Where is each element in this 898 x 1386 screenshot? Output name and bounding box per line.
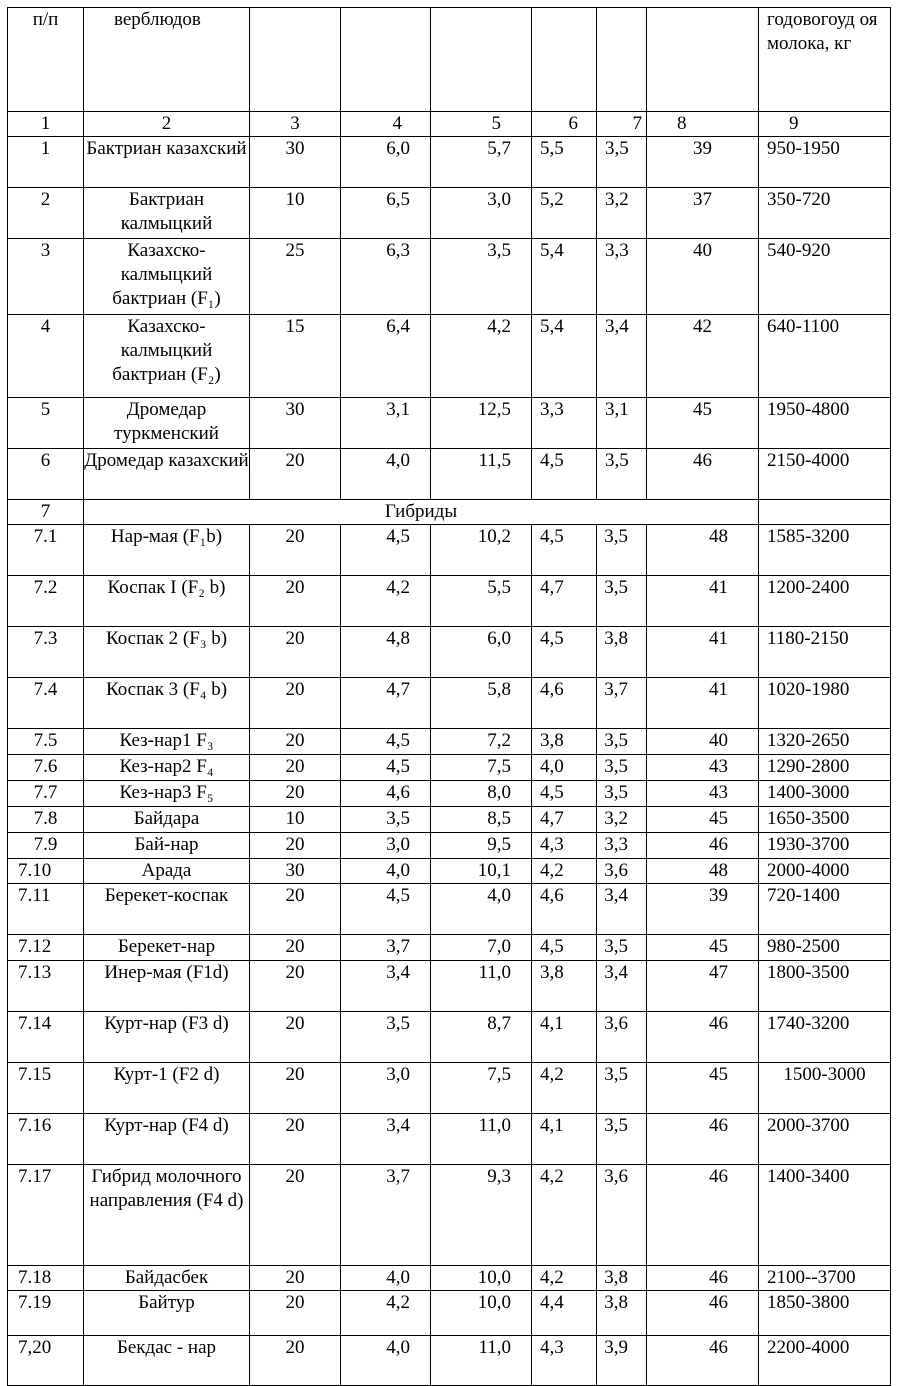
cell-col4: 4,2	[341, 576, 431, 627]
cell-col8: 48	[647, 859, 759, 884]
breed-name: Бекдас - нар	[84, 1336, 250, 1386]
cell-col7: 3,1	[597, 398, 647, 449]
row-number: 2	[8, 188, 84, 239]
cell-col8: 40	[647, 239, 759, 315]
cell-col8: 47	[647, 961, 759, 1012]
cell-col7: 3,5	[597, 1063, 647, 1114]
cell-col5: 10,2	[431, 525, 532, 576]
cell-col5: 9,3	[431, 1165, 532, 1266]
cell-col5: 5,5	[431, 576, 532, 627]
table-row	[8, 449, 891, 500]
cell-col5: 7,5	[431, 755, 532, 781]
breed-name: Курт-нар (F4 d)	[84, 1114, 250, 1165]
cell-col6: 5,2	[532, 188, 597, 239]
cell-col3: 25	[250, 239, 341, 315]
cell-col8: 45	[647, 398, 759, 449]
table-row	[8, 239, 891, 315]
breed-name: Казахско-калмыцкий бактриан (F₂)	[84, 315, 250, 398]
cell-col5: 9,5	[431, 833, 532, 859]
breed-name: Коспак 2 (F₃ b)	[84, 627, 250, 678]
cell-col4: 4,0	[341, 1266, 431, 1291]
table-row	[8, 935, 891, 961]
colnum-7: 7	[597, 112, 647, 137]
cell-col3: 20	[250, 1291, 341, 1336]
cell-col4: 4,0	[341, 1336, 431, 1386]
cell-col5: 3,5	[431, 239, 532, 315]
table-row	[8, 859, 891, 884]
row-number: 7.10	[8, 859, 84, 884]
cell-col8: 39	[647, 884, 759, 935]
cell-col8: 40	[647, 729, 759, 755]
cell-col3: 20	[250, 678, 341, 729]
colnum-5: 5	[431, 112, 532, 137]
cell-col4: 3,0	[341, 833, 431, 859]
breed-name: Кез-нар2 F₄	[84, 755, 250, 781]
cell-col6: 4,6	[532, 678, 597, 729]
cell-col6: 4,5	[532, 525, 597, 576]
milk-yield: 2000-3700	[759, 1114, 891, 1165]
cell-col6: 4,1	[532, 1114, 597, 1165]
breed-name: Кез-нар1 F₃	[84, 729, 250, 755]
cell-col4: 3,4	[341, 961, 431, 1012]
milk-yield: 350-720	[759, 188, 891, 239]
breed-name: Берекет-коспак	[84, 884, 250, 935]
milk-yield: 640-1100	[759, 315, 891, 398]
cell-col6: 5,5	[532, 137, 597, 188]
breed-name: Берекет-нар	[84, 935, 250, 961]
header-col4	[341, 8, 431, 112]
colnum-3: 3	[250, 112, 341, 137]
row-number: 3	[8, 239, 84, 315]
milk-yield: 1200-2400	[759, 576, 891, 627]
table-row	[8, 1063, 891, 1114]
row-number: 7.4	[8, 678, 84, 729]
milk-yield: 1930-3700	[759, 833, 891, 859]
cell-col4: 6,0	[341, 137, 431, 188]
milk-yield: 2000-4000	[759, 859, 891, 884]
cell-col8: 37	[647, 188, 759, 239]
milk-yield: 1650-3500	[759, 807, 891, 833]
cell-col8: 42	[647, 315, 759, 398]
breed-name: Арада	[84, 859, 250, 884]
cell-col4: 3,7	[341, 935, 431, 961]
cell-col5: 12,5	[431, 398, 532, 449]
cell-col6: 5,4	[532, 239, 597, 315]
cell-col5: 3,0	[431, 188, 532, 239]
cell-col3: 20	[250, 935, 341, 961]
row-number: 7.3	[8, 627, 84, 678]
cell-col8: 46	[647, 1336, 759, 1386]
milk-yield: 1400-3400	[759, 1165, 891, 1266]
colnum-9: 9	[759, 112, 891, 137]
cell-col7: 3,5	[597, 525, 647, 576]
cell-col3: 20	[250, 525, 341, 576]
cell-col8: 45	[647, 935, 759, 961]
cell-col5: 11,0	[431, 961, 532, 1012]
row-number: 7.17	[8, 1165, 84, 1266]
milk-yield: 2100--3700	[759, 1266, 891, 1291]
milk-yield: 1850-3800	[759, 1291, 891, 1336]
milk-yield: 1400-3000	[759, 781, 891, 807]
milk-yield: 720-1400	[759, 884, 891, 935]
cell-col8: 46	[647, 1291, 759, 1336]
cell-col6: 4,1	[532, 1012, 597, 1063]
cell-col5: 7,0	[431, 935, 532, 961]
cell-col7: 3,5	[597, 1114, 647, 1165]
table-row	[8, 525, 891, 576]
cell-col7: 3,5	[597, 729, 647, 755]
header-col2: верблюдов	[84, 8, 250, 112]
table-row	[8, 1291, 891, 1336]
row-number: 7.13	[8, 961, 84, 1012]
cell-col3: 20	[250, 1114, 341, 1165]
milk-yield: 1740-3200	[759, 1012, 891, 1063]
milk-yield: 1320-2650	[759, 729, 891, 755]
table-row	[8, 729, 891, 755]
cell-col6: 4,7	[532, 576, 597, 627]
cell-col4: 6,3	[341, 239, 431, 315]
cell-col6: 4,4	[532, 1291, 597, 1336]
table-row	[8, 781, 891, 807]
header-col1: п/п	[8, 8, 84, 112]
table-row	[8, 188, 891, 239]
table-row	[8, 137, 891, 188]
cell-col6: 4,2	[532, 1063, 597, 1114]
cell-col7: 3,8	[597, 1291, 647, 1336]
cell-col5: 10,1	[431, 859, 532, 884]
column-numbers-row	[8, 112, 891, 137]
row-number: 6	[8, 449, 84, 500]
row-number: 7.12	[8, 935, 84, 961]
row-number: 7.19	[8, 1291, 84, 1336]
cell-col6: 4,7	[532, 807, 597, 833]
breed-name: Байдара	[84, 807, 250, 833]
cell-col3: 20	[250, 1266, 341, 1291]
cell-col3: 30	[250, 859, 341, 884]
hybrid-breeds-body	[8, 525, 891, 1386]
cell-col5: 11,5	[431, 449, 532, 500]
breed-name: Бай-нар	[84, 833, 250, 859]
milk-yield: 1020-1980	[759, 678, 891, 729]
row-number: 7.8	[8, 807, 84, 833]
cell-col5: 7,5	[431, 1063, 532, 1114]
cell-col8: 48	[647, 525, 759, 576]
cell-col8: 46	[647, 1266, 759, 1291]
cell-col4: 4,5	[341, 525, 431, 576]
cell-col3: 10	[250, 807, 341, 833]
cell-col7: 3,5	[597, 935, 647, 961]
breed-name: Кез-нар3 F₅	[84, 781, 250, 807]
milk-yield: 1500-3000	[759, 1063, 891, 1114]
cell-col3: 20	[250, 884, 341, 935]
row-number: 5	[8, 398, 84, 449]
breed-name: Гибрид молочного направления (F4 d)	[84, 1165, 250, 1266]
breed-name: Курт-нар (F3 d)	[84, 1012, 250, 1063]
cell-col7: 3,2	[597, 188, 647, 239]
cell-col7: 3,5	[597, 781, 647, 807]
header-col6	[532, 8, 597, 112]
cell-col8: 46	[647, 1012, 759, 1063]
table-row	[8, 627, 891, 678]
breed-name: Коспак I (F₂ b)	[84, 576, 250, 627]
cell-col3: 20	[250, 627, 341, 678]
cell-col5: 5,7	[431, 137, 532, 188]
breed-name: Курт-1 (F2 d)	[84, 1063, 250, 1114]
row-number: 1	[8, 137, 84, 188]
cell-col8: 45	[647, 1063, 759, 1114]
cell-col8: 39	[647, 137, 759, 188]
cell-col3: 30	[250, 398, 341, 449]
row-number: 7.2	[8, 576, 84, 627]
cell-col5: 10,0	[431, 1266, 532, 1291]
cell-col6: 4,5	[532, 935, 597, 961]
cell-col7: 3,6	[597, 1165, 647, 1266]
table-row	[8, 807, 891, 833]
table-row	[8, 1336, 891, 1386]
cell-col7: 3,5	[597, 576, 647, 627]
cell-col6: 5,4	[532, 315, 597, 398]
cell-col8: 46	[647, 449, 759, 500]
cell-col7: 3,3	[597, 833, 647, 859]
hybrids-number: 7	[8, 500, 84, 525]
cell-col4: 4,5	[341, 884, 431, 935]
row-number: 7.14	[8, 1012, 84, 1063]
cell-col6: 4,2	[532, 1165, 597, 1266]
cell-col4: 3,1	[341, 398, 431, 449]
cell-col8: 43	[647, 781, 759, 807]
cell-col8: 41	[647, 678, 759, 729]
row-number: 7.6	[8, 755, 84, 781]
milk-yield: 950-1950	[759, 137, 891, 188]
header-col7	[597, 8, 647, 112]
row-number: 7.15	[8, 1063, 84, 1114]
table-row	[8, 833, 891, 859]
cell-col7: 3,8	[597, 627, 647, 678]
milk-yield: 2150-4000	[759, 449, 891, 500]
breed-name: Казахско-калмыцкий бактриан (F₁)	[84, 239, 250, 315]
breed-name: Дромедар казахский	[84, 449, 250, 500]
milk-yield: 540-920	[759, 239, 891, 315]
cell-col6: 4,0	[532, 755, 597, 781]
cell-col6: 3,8	[532, 729, 597, 755]
cell-col3: 20	[250, 729, 341, 755]
cell-col4: 6,5	[341, 188, 431, 239]
cell-col6: 4,3	[532, 1336, 597, 1386]
cell-col5: 8,5	[431, 807, 532, 833]
cell-col4: 4,6	[341, 781, 431, 807]
cell-col6: 4,5	[532, 449, 597, 500]
header-col5	[431, 8, 532, 112]
cell-col4: 4,8	[341, 627, 431, 678]
cell-col6: 4,2	[532, 1266, 597, 1291]
colnum-6: 6	[532, 112, 597, 137]
cell-col7: 3,5	[597, 449, 647, 500]
cell-col4: 3,5	[341, 807, 431, 833]
milk-yield: 1290-2800	[759, 755, 891, 781]
cell-col7: 3,5	[597, 137, 647, 188]
cell-col3: 20	[250, 1336, 341, 1386]
cell-col3: 20	[250, 1012, 341, 1063]
cell-col7: 3,8	[597, 1266, 647, 1291]
row-number: 7.1	[8, 525, 84, 576]
cell-col7: 3,4	[597, 315, 647, 398]
cell-col3: 10	[250, 188, 341, 239]
cell-col3: 20	[250, 1063, 341, 1114]
cell-col6: 4,6	[532, 884, 597, 935]
table-row	[8, 398, 891, 449]
row-number: 7.7	[8, 781, 84, 807]
cell-col3: 20	[250, 755, 341, 781]
cell-col7: 3,4	[597, 961, 647, 1012]
cell-col3: 20	[250, 1165, 341, 1266]
table-row	[8, 678, 891, 729]
cell-col4: 4,5	[341, 755, 431, 781]
cell-col5: 11,0	[431, 1336, 532, 1386]
cell-col5: 10,0	[431, 1291, 532, 1336]
cell-col5: 8,0	[431, 781, 532, 807]
breed-name: Байтур	[84, 1291, 250, 1336]
cell-col4: 6,4	[341, 315, 431, 398]
cell-col5: 4,2	[431, 315, 532, 398]
hybrids-title: Гибриды	[84, 500, 759, 525]
cell-col8: 45	[647, 807, 759, 833]
cell-col8: 46	[647, 1165, 759, 1266]
milk-yield: 980-2500	[759, 935, 891, 961]
cell-col4: 3,5	[341, 1012, 431, 1063]
cell-col4: 4,0	[341, 449, 431, 500]
cell-col6: 3,8	[532, 961, 597, 1012]
hybrids-empty	[759, 500, 891, 525]
cell-col5: 4,0	[431, 884, 532, 935]
cell-col5: 11,0	[431, 1114, 532, 1165]
row-number: 4	[8, 315, 84, 398]
breed-name: Байдасбек	[84, 1266, 250, 1291]
cell-col8: 43	[647, 755, 759, 781]
header-col3	[250, 8, 341, 112]
cell-col8: 46	[647, 1114, 759, 1165]
cell-col4: 4,7	[341, 678, 431, 729]
header-col8	[647, 8, 759, 112]
header-col9: годовогоуд оя молока, кг	[759, 8, 891, 112]
milk-yield: 1585-3200	[759, 525, 891, 576]
row-number: 7.16	[8, 1114, 84, 1165]
breed-name: Инер-мая (F1d)	[84, 961, 250, 1012]
table-row	[8, 576, 891, 627]
milk-yield: 1950-4800	[759, 398, 891, 449]
cell-col6: 4,3	[532, 833, 597, 859]
table-row	[8, 1012, 891, 1063]
cell-col7: 3,7	[597, 678, 647, 729]
table-row	[8, 315, 891, 398]
table-row	[8, 1165, 891, 1266]
milk-yield: 2200-4000	[759, 1336, 891, 1386]
cell-col7: 3,3	[597, 239, 647, 315]
breed-name: Дромедар туркменский	[84, 398, 250, 449]
camel-breeds-table	[7, 7, 891, 1386]
colnum-4: 4	[341, 112, 431, 137]
cell-col5: 6,0	[431, 627, 532, 678]
cell-col3: 30	[250, 137, 341, 188]
milk-yield: 1800-3500	[759, 961, 891, 1012]
cell-col4: 4,0	[341, 859, 431, 884]
cell-col4: 3,7	[341, 1165, 431, 1266]
pure-breeds-body	[8, 137, 891, 500]
cell-col6: 4,5	[532, 627, 597, 678]
cell-col4: 3,4	[341, 1114, 431, 1165]
table-row	[8, 1114, 891, 1165]
cell-col7: 3,6	[597, 859, 647, 884]
breed-name: Нар-мая (F₁b)	[84, 525, 250, 576]
milk-yield: 1180-2150	[759, 627, 891, 678]
colnum-1: 1	[8, 112, 84, 137]
cell-col3: 20	[250, 833, 341, 859]
cell-col7: 3,9	[597, 1336, 647, 1386]
breed-name: Коспак 3 (F₄ b)	[84, 678, 250, 729]
row-number: 7.11	[8, 884, 84, 935]
breed-name: Бактриан калмыцкий	[84, 188, 250, 239]
cell-col3: 20	[250, 576, 341, 627]
table-row	[8, 1266, 891, 1291]
cell-col8: 41	[647, 576, 759, 627]
header-row	[8, 8, 891, 112]
cell-col6: 4,5	[532, 781, 597, 807]
breed-name: Бактриан казахский	[84, 137, 250, 188]
table-row	[8, 755, 891, 781]
colnum-2: 2	[84, 112, 250, 137]
cell-col5: 8,7	[431, 1012, 532, 1063]
colnum-8: 8	[647, 112, 759, 137]
row-number: 7,20	[8, 1336, 84, 1386]
row-number: 7.9	[8, 833, 84, 859]
row-number: 7.5	[8, 729, 84, 755]
cell-col3: 15	[250, 315, 341, 398]
cell-col6: 4,2	[532, 859, 597, 884]
table-row	[8, 961, 891, 1012]
hybrids-title-row	[8, 500, 891, 525]
cell-col5: 7,2	[431, 729, 532, 755]
table-row	[8, 884, 891, 935]
cell-col7: 3,4	[597, 884, 647, 935]
row-number: 7.18	[8, 1266, 84, 1291]
cell-col7: 3,6	[597, 1012, 647, 1063]
cell-col4: 4,2	[341, 1291, 431, 1336]
cell-col8: 41	[647, 627, 759, 678]
cell-col4: 3,0	[341, 1063, 431, 1114]
cell-col7: 3,2	[597, 807, 647, 833]
cell-col3: 20	[250, 449, 341, 500]
cell-col4: 4,5	[341, 729, 431, 755]
cell-col6: 3,3	[532, 398, 597, 449]
cell-col8: 46	[647, 833, 759, 859]
cell-col3: 20	[250, 781, 341, 807]
cell-col5: 5,8	[431, 678, 532, 729]
cell-col3: 20	[250, 961, 341, 1012]
cell-col7: 3,5	[597, 755, 647, 781]
